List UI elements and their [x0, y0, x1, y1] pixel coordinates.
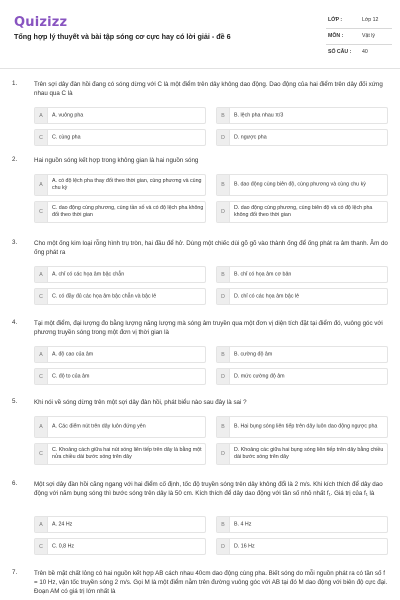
option-text: B. lệch pha nhau π/3	[234, 111, 284, 118]
option-b[interactable]	[216, 416, 388, 438]
question-number: 2.	[12, 156, 18, 163]
option-text: B. cường độ âm	[234, 350, 273, 357]
option-c[interactable]	[34, 288, 206, 305]
option-text: D. Khoảng các giữa hai bụng sóng liên tiếp trên dây bằng chiều dài bước sóng trên dây	[234, 446, 384, 460]
option-text: A. chỉ có các họa âm bậc chẵn	[52, 270, 125, 277]
option-text: C. dao động cùng phương, cùng tần số và có độ lệch pha không đổi theo thời gian	[52, 204, 204, 218]
option-a[interactable]	[34, 516, 206, 533]
question-number: 3.	[12, 239, 18, 246]
option-d[interactable]	[216, 443, 388, 465]
option-letter: B	[217, 417, 230, 437]
question-number: 7.	[12, 569, 18, 576]
option-letter: B	[217, 347, 230, 362]
question-number: 5.	[12, 398, 18, 405]
option-text: D. dao động cùng phương, cùng biên độ và có độ lệch pha không đổi theo thời gian	[234, 204, 373, 218]
option-letter: B	[217, 517, 230, 532]
meta-label: LỚP :	[328, 17, 343, 23]
option-text: D. mức cường độ âm	[234, 372, 285, 379]
option-text: A. Các điểm nút trên dây luôn đứng yên	[52, 423, 146, 430]
option-text: A. vuông pha	[52, 111, 84, 118]
option-letter: A	[35, 347, 48, 362]
option-letter: A	[35, 517, 48, 532]
meta-value: Lớp 12	[362, 17, 379, 23]
meta-value: 40	[362, 49, 368, 55]
meta-row-question-count	[326, 45, 392, 61]
option-b[interactable]	[216, 107, 388, 124]
option-c[interactable]	[34, 443, 206, 465]
option-d[interactable]	[216, 201, 388, 223]
question-number: 1.	[12, 80, 18, 87]
option-text: C. Khoảng cách giữa hai nút sóng liên tiếp trên dây là bằng một nửa chiều dài bước sóng trên dây	[52, 446, 202, 460]
question-text: Trên sợi dây đàn hồi đang có sóng dừng với C là một điểm trên dây không dao động. Dao động của hai điểm trên dây đối xứng nhau qua C là	[34, 81, 383, 97]
meta-row-subject	[326, 29, 392, 45]
option-letter: C	[35, 202, 48, 222]
option-a[interactable]	[34, 266, 206, 283]
option-letter: C	[35, 289, 48, 304]
document-header	[0, 0, 400, 66]
option-a[interactable]	[34, 346, 206, 363]
option-a[interactable]	[34, 174, 206, 196]
question-number: 6.	[12, 480, 18, 487]
option-b[interactable]	[216, 266, 388, 283]
option-letter: A	[35, 417, 48, 437]
question-number: 4.	[12, 319, 18, 326]
option-text: A. 24 Hz	[52, 520, 73, 527]
question-text: Một sợi dây đàn hồi căng ngang với hai điểm cố định, tốc độ truyền sóng trên dây không đổi là 2 m/s. Khi kích thích để dây dao động với năm bụng sóng thì bước sóng trên dây là 50 cm. Kích thích để dây dao động với tần số nhỏ nhất f₁. Giá trị của f₁ là	[34, 481, 383, 497]
question-text: Khi nói về sóng dừng trên một sợi dây đàn hồi, phát biểu nào sau đây là sai ?	[34, 399, 247, 406]
option-a[interactable]	[34, 107, 206, 124]
option-letter: D	[217, 202, 230, 222]
option-text: C. độ to của âm	[52, 372, 90, 379]
option-letter: C	[35, 444, 48, 464]
option-letter: B	[217, 267, 230, 282]
option-c[interactable]	[34, 368, 206, 385]
option-letter: A	[35, 267, 48, 282]
option-text: D. 16 Hz	[234, 542, 255, 549]
meta-label: SỐ CÂU :	[328, 49, 352, 55]
question-text: Tại một điểm, đại lượng đo bằng lượng năng lượng mà sóng âm truyền qua một đơn vị diện tích đặt tại điểm đó, vuông góc với phương truyền sóng trong một đơn vị thời gian là	[34, 320, 383, 336]
question-text: Trên bề mặt chất lỏng có hai nguồn kết hợp AB cách nhau 40cm dao động cùng pha. Biết sóng do mỗi nguồn phát ra có tần số f = 10 Hz, vận tốc truyền sóng 2 m/s. Gọi M là một điểm nằm trên đường vuông góc với AB tại đó M dao động với biên độ cực đại. Đoạn AM có giá trị lớn nhất là	[34, 570, 388, 595]
option-letter: D	[217, 130, 230, 145]
option-letter: D	[217, 444, 230, 464]
option-text: A. có độ lệch pha thay đổi theo thời gian, cùng phương và cùng chu kỳ	[52, 177, 202, 191]
meta-value: Vật lý	[362, 33, 375, 39]
option-letter: A	[35, 175, 48, 195]
option-text: C. 0,8 Hz	[52, 542, 75, 549]
option-d[interactable]	[216, 368, 388, 385]
option-text: B. dao động cùng biên độ, cùng phương và cùng chu kỳ	[234, 181, 366, 188]
document-title: Tổng hợp lý thuyết và bài tập sóng cơ cực hay có lời giải - đề 6	[14, 32, 231, 41]
meta-row-class	[326, 13, 392, 29]
option-letter: A	[35, 108, 48, 123]
option-letter: B	[217, 175, 230, 195]
option-c[interactable]	[34, 538, 206, 555]
option-letter: D	[217, 539, 230, 554]
question-text: Cho một ống kim loại rỗng hình trụ tròn, hai đầu để hở. Dùng một chiếc dùi gõ gõ vào thành ống để ống phát ra âm thanh. Âm do ống phát ra	[34, 240, 388, 256]
header-divider	[0, 68, 400, 69]
option-c[interactable]	[34, 129, 206, 146]
option-letter: C	[35, 130, 48, 145]
option-d[interactable]	[216, 288, 388, 305]
option-letter: C	[35, 539, 48, 554]
option-d[interactable]	[216, 129, 388, 146]
meta-table	[326, 13, 392, 61]
option-letter: D	[217, 289, 230, 304]
question-text: Hai nguồn sóng kết hợp trong không gian là hai nguồn sóng	[34, 157, 199, 164]
option-b[interactable]	[216, 346, 388, 363]
option-letter: D	[217, 369, 230, 384]
option-d[interactable]	[216, 538, 388, 555]
option-text: C. cùng pha	[52, 133, 81, 140]
option-text: B. chỉ có họa âm cơ bản	[234, 270, 292, 277]
option-a[interactable]	[34, 416, 206, 438]
option-b[interactable]	[216, 516, 388, 533]
meta-label: MÔN :	[328, 33, 344, 39]
option-text: A. độ cao của âm	[52, 350, 94, 357]
option-letter: B	[217, 108, 230, 123]
option-text: D. chỉ có các họa âm bậc lẻ	[234, 292, 300, 299]
option-text: B. 4 Hz	[234, 520, 252, 527]
option-c[interactable]	[34, 201, 206, 223]
option-text: B. Hai bụng sóng liên tiếp trên dây luôn dao động ngược pha	[234, 423, 378, 430]
option-letter: C	[35, 369, 48, 384]
option-text: C. có đầy đủ các họa âm bậc chẵn và bậc lẻ	[52, 292, 157, 299]
option-text: D. ngược pha	[234, 133, 267, 140]
quizizz-logo: Quizizz	[14, 15, 68, 30]
option-b[interactable]	[216, 174, 388, 196]
